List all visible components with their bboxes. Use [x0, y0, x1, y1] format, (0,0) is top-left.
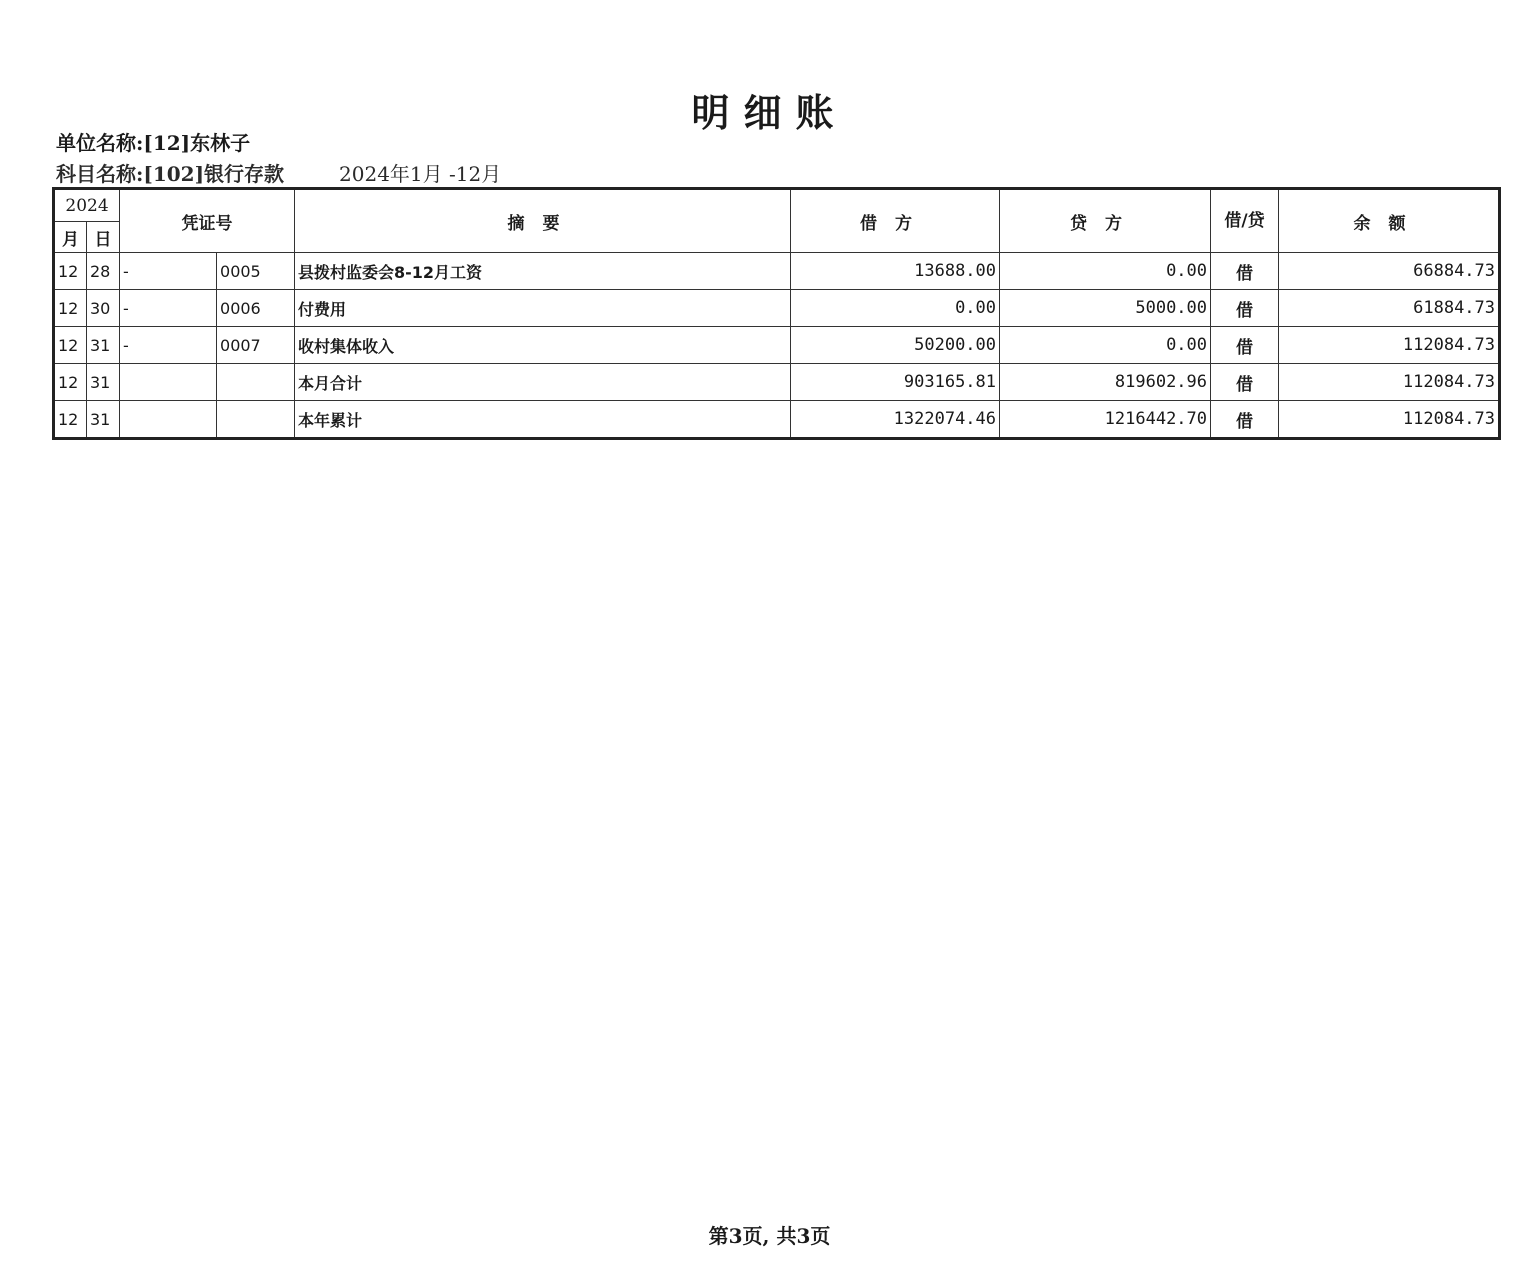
- unit-name: 单位名称:[12]东林子: [56, 131, 251, 155]
- row-direction: 借: [1211, 401, 1279, 439]
- summary-header: 摘要: [295, 189, 791, 253]
- row-credit: 5000.00: [1000, 290, 1211, 327]
- row-balance: 66884.73: [1279, 253, 1500, 290]
- row-summary: 付费用: [295, 290, 791, 327]
- row-direction: 借: [1211, 253, 1279, 290]
- row-voucher-no: 0005: [217, 253, 295, 290]
- row-balance: 112084.73: [1279, 401, 1500, 439]
- table-row: [54, 401, 1500, 439]
- row-day: 31: [87, 327, 120, 364]
- balance-header: 余额: [1279, 189, 1500, 253]
- row-voucher-type: [120, 401, 217, 439]
- row-debit: 903165.81: [791, 364, 1000, 401]
- row-credit: 0.00: [1000, 253, 1211, 290]
- day-header: 日: [87, 222, 120, 253]
- row-day: 30: [87, 290, 120, 327]
- row-voucher-no: 0006: [217, 290, 295, 327]
- voucher-header: 凭证号: [120, 189, 295, 253]
- row-voucher-no: 0007: [217, 327, 295, 364]
- table-row: [54, 253, 1500, 290]
- row-month: 12: [54, 327, 87, 364]
- row-balance: 61884.73: [1279, 290, 1500, 327]
- subject-line: [56, 158, 501, 187]
- table-row: [54, 327, 1500, 364]
- page-footer: 第3页, 共3页: [708, 1224, 831, 1248]
- row-credit: 1216442.70: [1000, 401, 1211, 439]
- ledger-table: [52, 187, 1501, 440]
- row-day: 31: [87, 364, 120, 401]
- row-summary: 县拨村监委会8-12月工资: [295, 253, 791, 290]
- row-day: 28: [87, 253, 120, 290]
- debit-header: 借方: [791, 189, 1000, 253]
- period-range: 2024年1月 -12月: [339, 162, 502, 186]
- row-voucher-no: [217, 401, 295, 439]
- row-debit: 13688.00: [791, 253, 1000, 290]
- row-summary: 本月合计: [295, 364, 791, 401]
- subject-name: 科目名称:[102]银行存款: [56, 162, 285, 186]
- year-header: 2024: [54, 189, 120, 222]
- row-month: 12: [54, 253, 87, 290]
- table-row: [54, 290, 1500, 327]
- row-debit: 50200.00: [791, 327, 1000, 364]
- row-month: 12: [54, 364, 87, 401]
- row-balance: 112084.73: [1279, 364, 1500, 401]
- table-row: [54, 364, 1500, 401]
- row-voucher-type: [120, 364, 217, 401]
- page-title: 明细账: [691, 91, 848, 135]
- row-summary: 收村集体收入: [295, 327, 791, 364]
- row-credit: 819602.96: [1000, 364, 1211, 401]
- month-header: 月: [54, 222, 87, 253]
- row-direction: 借: [1211, 290, 1279, 327]
- credit-header: 贷方: [1000, 189, 1211, 253]
- row-month: 12: [54, 401, 87, 439]
- row-credit: 0.00: [1000, 327, 1211, 364]
- row-month: 12: [54, 290, 87, 327]
- direction-header: 借/贷: [1211, 189, 1279, 253]
- row-voucher-type: -: [120, 327, 217, 364]
- row-direction: 借: [1211, 364, 1279, 401]
- row-day: 31: [87, 401, 120, 439]
- row-balance: 112084.73: [1279, 327, 1500, 364]
- row-voucher-type: -: [120, 253, 217, 290]
- row-voucher-type: -: [120, 290, 217, 327]
- row-voucher-no: [217, 364, 295, 401]
- row-summary: 本年累计: [295, 401, 791, 439]
- row-direction: 借: [1211, 327, 1279, 364]
- row-debit: 0.00: [791, 290, 1000, 327]
- row-debit: 1322074.46: [791, 401, 1000, 439]
